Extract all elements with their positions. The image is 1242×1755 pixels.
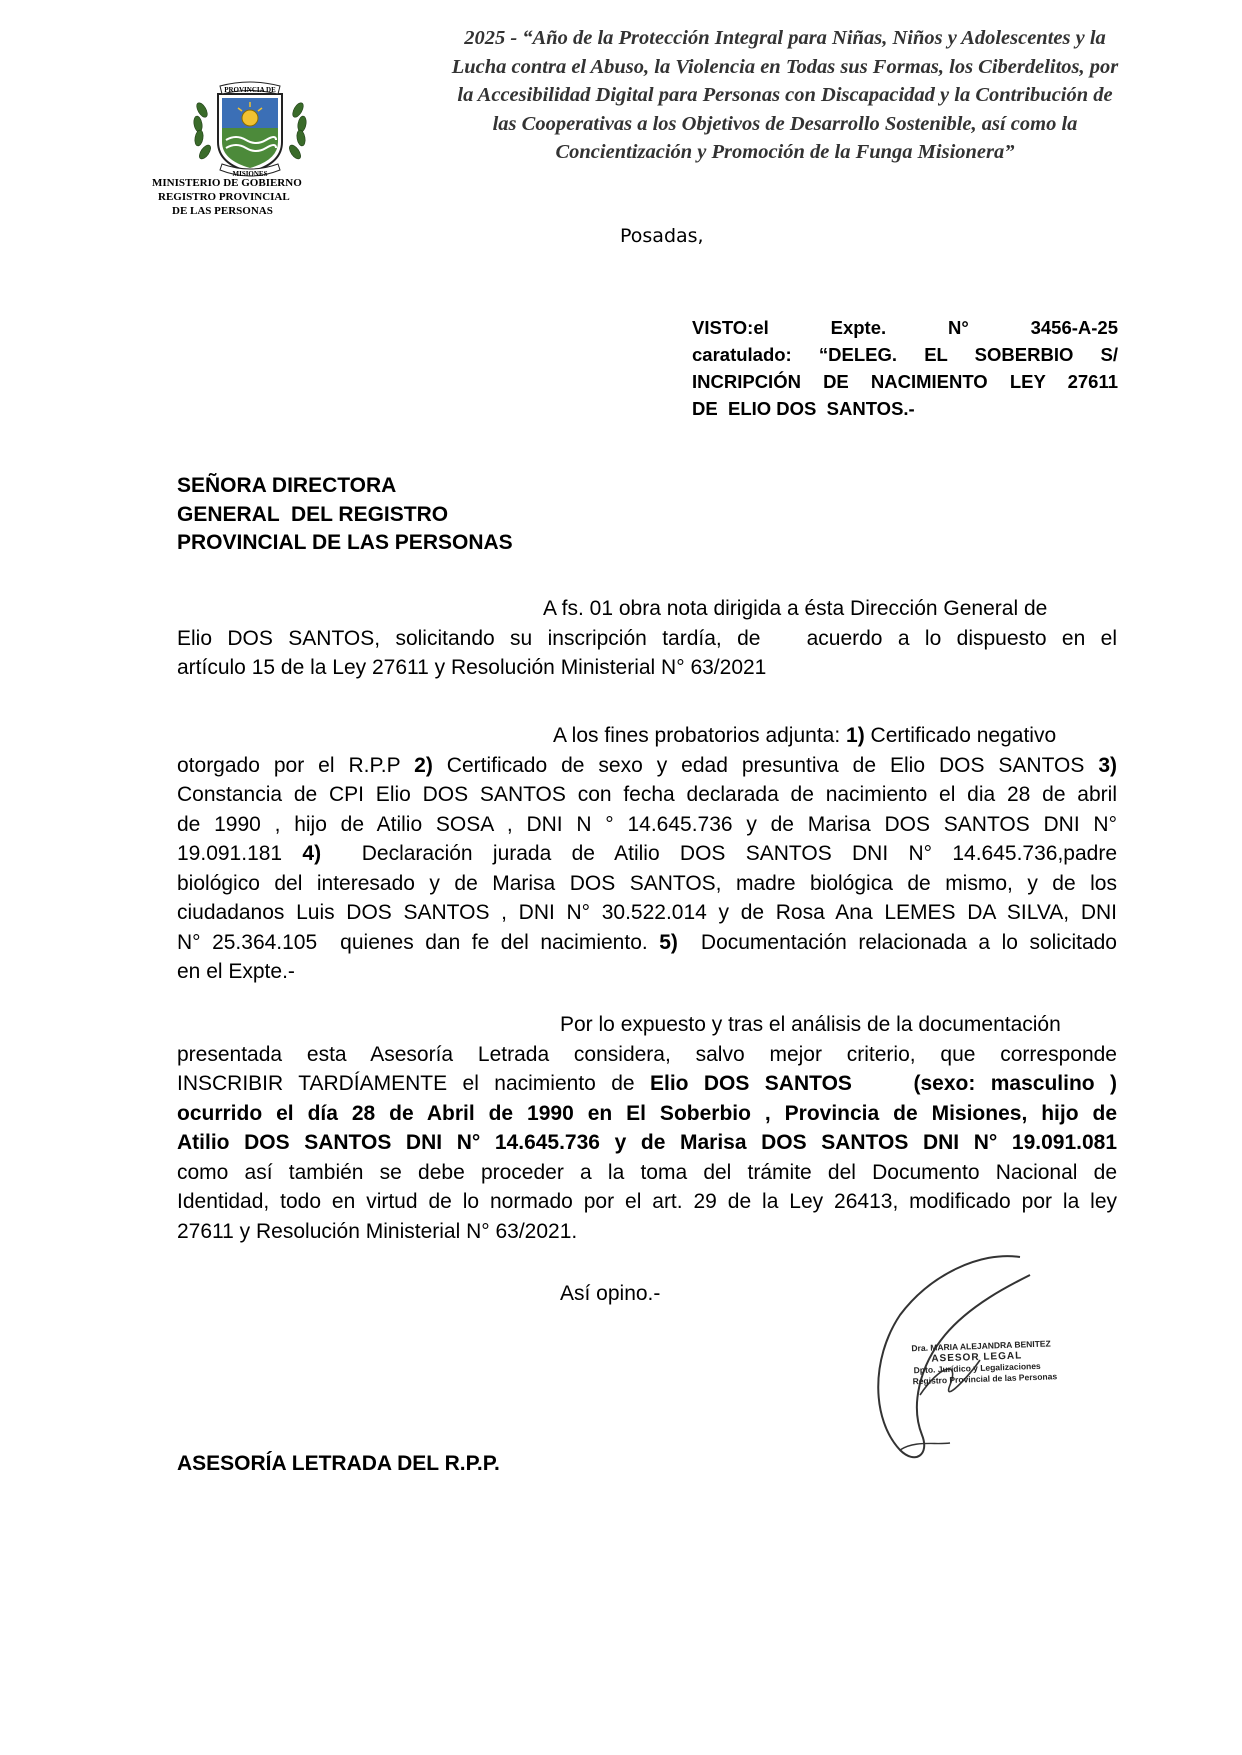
stamp-line: Registro Provincial de las Personas	[912, 1371, 1058, 1387]
paragraph-line: N° 25.364.105 quienes dan fe del nacimiento. 5) Documentación relacionada a lo solicitado	[177, 930, 1117, 954]
year-motto	[430, 24, 1140, 167]
stamp-line: Dra. MARIA ALEJANDRA BENITEZ	[911, 1338, 1051, 1354]
paragraph-line: presentada esta Asesoría Letrada considera, salvo mejor criterio, que corresponde	[177, 1042, 1117, 1066]
motto-line: las Cooperativas a los Objetivos de Desarrollo Sostenible, así como la	[492, 112, 1078, 135]
paragraph-line: biológico del interesado y de Marisa DOS SANTOS, madre biológica de mismo, y de los	[177, 871, 1117, 895]
paragraph-evidence	[177, 721, 1117, 987]
visto-line: VISTO:el Expte. N° 3456-A-25	[692, 317, 1119, 338]
paragraph-line: Constancia de CPI Elio DOS SANTOS con fecha declarada de nacimiento el dia 28 de abril	[177, 783, 1117, 806]
paragraph-line: Identidad, todo en virtud de lo normado por el art. 29 de la Ley 26413, modificado por la ley	[177, 1190, 1117, 1213]
addressee-line: PROVINCIAL DE LAS PERSONAS	[177, 531, 513, 554]
visto-block	[692, 314, 1118, 422]
addressee	[177, 472, 513, 558]
motto-line: Concientización y Promoción de la Funga Misionera”	[555, 141, 1015, 163]
paragraph-line: Atilio DOS SANTOS DNI N° 14.645.736 y de Marisa DOS SANTOS DNI N° 19.091.081	[177, 1131, 1117, 1154]
closing-remark: Así opino.-	[560, 1282, 661, 1305]
ministry-heading	[152, 176, 302, 218]
paragraph-line: otorgado por el R.P.P 2) Certificado de sexo y edad presuntiva de Elio DOS SANTOS 3)	[177, 753, 1117, 777]
motto-line: la Accesibilidad Digital para Personas con Discapacidad y la Contribución de	[457, 84, 1113, 106]
stamp-line: ASESOR LEGAL	[931, 1350, 1023, 1365]
paragraph-line: ocurrido el día 28 de Abril de 1990 en El Soberbio , Provincia de Misiones, hijo de	[177, 1101, 1117, 1125]
visto-line: INCRIPCIÓN DE NACIMIENTO LEY 27611	[692, 371, 1119, 392]
ministry-line: REGISTRO PROVINCIAL	[158, 191, 290, 203]
ministry-line: MINISTERIO DE GOBIERNO	[152, 177, 302, 189]
paragraph-request	[177, 594, 1117, 683]
stamp-line: Dpto. Jurídico y Legalizaciones	[913, 1360, 1041, 1376]
paragraph-line: en el Expte.-	[177, 960, 295, 983]
signoff: ASESORÍA LETRADA DEL R.P.P.	[177, 1452, 500, 1475]
paragraph-line: Por lo expuesto y tras el análisis de la documentación	[560, 1013, 1061, 1036]
paragraph-line: artículo 15 de la Ley 27611 y Resolución Ministerial N° 63/2021	[177, 656, 767, 679]
place-date: Posadas,	[620, 225, 704, 247]
paragraph-line: como así también se debe proceder a la toma del trámite del Documento Nacional de	[177, 1160, 1117, 1184]
addressee-line: GENERAL DEL REGISTRO	[177, 502, 449, 526]
paragraph-line: A fs. 01 obra nota dirigida a ésta Dirección General de	[543, 597, 1048, 620]
paragraph-line: 27611 y Resolución Ministerial N° 63/2021.	[177, 1219, 578, 1243]
ministry-line: DE LAS PERSONAS	[172, 205, 273, 217]
paragraph-line: ciudadanos Luis DOS SANTOS , DNI N° 30.522.014 y de Rosa Ana LEMES DA SILVA, DNI	[177, 901, 1117, 924]
paragraph-line: de 1990 , hijo de Atilio SOSA , DNI N ° 14.645.736 y de Marisa DOS SANTOS DNI N°	[177, 812, 1117, 836]
paragraph-line: INSCRIBIR TARDÍAMENTE el nacimiento de Elio DOS SANTOS (sexo: masculino )	[177, 1072, 1117, 1095]
legal-stamp	[911, 1338, 1058, 1388]
paragraph-line: Elio DOS SANTOS, solicitando su inscripción tardía, de acuerdo a lo dispuesto en el	[177, 626, 1117, 650]
visto-line: caratulado: “DELEG. EL SOBERBIO S/	[692, 344, 1119, 365]
motto-line: 2025 - “Año de la Protección Integral para Niñas, Niños y Adolescentes y la	[464, 27, 1106, 49]
seal-bottom-text: MISIONES	[232, 170, 268, 178]
visto-line: DE ELIO DOS SANTOS.-	[692, 398, 915, 419]
paragraph-conclusion	[177, 1010, 1117, 1246]
paragraph-line: 19.091.181 4) Declaración jurada de Atilio DOS SANTOS DNI N° 14.645.736,padre	[177, 842, 1117, 865]
paragraph-line: A los fines probatorios adjunta: 1) Certificado negativo	[553, 724, 1057, 747]
seal-top-text: PROVINCIA DE	[224, 86, 276, 94]
province-seal-icon	[180, 80, 320, 180]
motto-line: Lucha contra el Abuso, la Violencia en Todas sus Formas, los Ciberdelitos, por	[451, 55, 1119, 78]
addressee-line: SEÑORA DIRECTORA	[177, 474, 397, 497]
